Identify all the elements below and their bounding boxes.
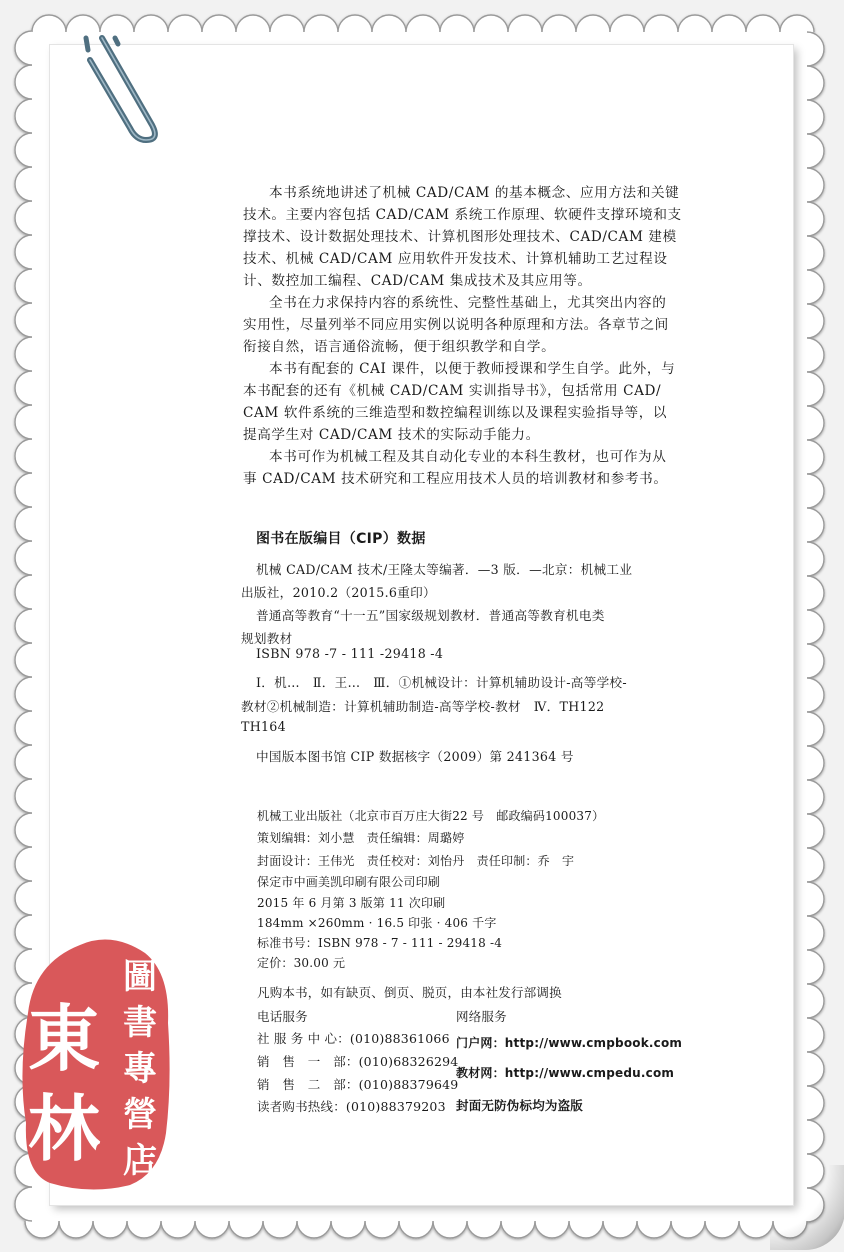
desc-line: 衔接自然，语言通俗流畅，便于组织教学和自学。 xyxy=(243,339,556,355)
phone-line: 读者购书热线：(010)88379203 xyxy=(257,1099,446,1114)
desc-line: 本书配套的还有《机械 CAD/CAM 实训指导书》，包括常用 CAD/ xyxy=(243,383,662,399)
desc-line: 技术、机械 CAD/CAM 应用软件开发技术、计算机辅助工艺过程设 xyxy=(243,251,668,267)
cip-heading: 图书在版编目（CIP）数据 xyxy=(256,531,426,547)
desc-line: 提高学生对 CAD/CAM 技术的实际动手能力。 xyxy=(243,427,540,443)
seal-stamp xyxy=(20,933,170,1191)
stamp-char-small: 書 xyxy=(123,1003,157,1043)
cip-line: Ⅰ．机… Ⅱ．王… Ⅲ．①机械设计：计算机辅助设计-高等学校- xyxy=(256,675,627,690)
desc-line: 事 CAD/CAM 技术研究和工程应用技术人员的培训教材和参考书。 xyxy=(243,471,668,487)
editors-line: 策划编辑：刘小慧 责任编辑：周璐婷 xyxy=(257,831,465,845)
publisher-line: 机械工业出版社（北京市百万庄大街22 号 邮政编码100037） xyxy=(257,809,605,823)
desc-line: 全书在力求保持内容的系统性、完整性基础上，尤其突出内容的 xyxy=(269,295,667,311)
web-service-heading: 网络服务 xyxy=(456,1009,507,1024)
stamp-char-large: 林 xyxy=(28,1087,101,1171)
desc-line: 本书有配套的 CAI 课件，以便于教师授课和学生自学。此外，与 xyxy=(269,361,676,377)
stamp-char-large: 東 xyxy=(28,997,101,1081)
desc-line: 撑技术、设计数据处理技术、计算机图形处理技术、CAD/CAM 建模 xyxy=(243,229,677,245)
desc-line: 本书系统地讲述了机械 CAD/CAM 的基本概念、应用方法和关键 xyxy=(269,185,680,201)
desc-line: 本书可作为机械工程及其自动化专业的本科生教材，也可作为从 xyxy=(269,449,667,465)
portal-url[interactable]: 门户网：http://www.cmpbook.com xyxy=(456,1036,683,1050)
cip-line: 普通高等教育“十一五”国家级规划教材．普通高等教育机电类 xyxy=(256,608,605,623)
stamp-char-small: 專 xyxy=(123,1049,157,1089)
desc-line: 实用性，尽量列举不同应用实例以说明各种原理和方法。各章节之间 xyxy=(243,317,669,333)
phone-service-heading: 电话服务 xyxy=(257,1009,308,1024)
cip-line: 出版社，2010.2（2015.6重印） xyxy=(241,585,436,600)
phone-line: 销 售 一 部：(010)68326294 xyxy=(257,1054,459,1069)
format-line: 184mm ×260mm · 16.5 印张 · 406 千字 xyxy=(257,916,497,930)
price-line: 定价：30.00 元 xyxy=(257,956,346,970)
page-curl-shadow xyxy=(770,1165,844,1250)
phone-line: 社 服 务 中 心：(010)88361066 xyxy=(257,1031,450,1046)
paperclip-icon xyxy=(60,30,170,145)
anti-piracy-notice: 封面无防伪标均为盗版 xyxy=(456,1098,584,1113)
cip-line: 教材②机械制造：计算机辅助制造-高等学校-教材 Ⅳ．TH122 xyxy=(241,699,605,714)
design-line: 封面设计：王伟光 责任校对：刘怡丹 责任印制：乔 宇 xyxy=(257,854,575,868)
cip-line: 规划教材 xyxy=(241,631,293,646)
cip-isbn: ISBN 978 -7 - 111 -29418 -4 xyxy=(256,646,444,661)
cip-line: TH164 xyxy=(241,719,286,734)
edition-line: 2015 年 6 月第 3 版第 11 次印刷 xyxy=(257,896,446,910)
desc-line: 技术。主要内容包括 CAD/CAM 系统工作原理、软硬件支撑环境和支 xyxy=(243,207,682,223)
textbook-url[interactable]: 教材网：http://www.cmpedu.com xyxy=(456,1066,675,1080)
printer-line: 保定市中画美凯印刷有限公司印刷 xyxy=(257,875,441,889)
isbn-line: 标准书号：ISBN 978 - 7 - 111 - 29418 -4 xyxy=(257,936,503,950)
cip-line: 机械 CAD/CAM 技术/王隆太等编著．—3 版．—北京：机械工业 xyxy=(256,562,633,577)
exchange-notice: 凡购本书，如有缺页、倒页、脱页，由本社发行部调换 xyxy=(257,985,562,1000)
stamp-char-small: 圖 xyxy=(123,957,157,997)
cip-record-number: 中国版本图书馆 CIP 数据核字（2009）第 241364 号 xyxy=(256,749,574,764)
desc-line: 计、数控加工编程、CAD/CAM 集成技术及其应用等。 xyxy=(243,273,592,289)
desc-line: CAM 软件系统的三维造型和数控编程训练以及课程实验指导等，以 xyxy=(243,405,668,421)
stamp-char-small: 店 xyxy=(123,1141,157,1181)
phone-line: 销 售 二 部：(010)88379649 xyxy=(257,1077,459,1092)
stamp-char-small: 營 xyxy=(123,1095,157,1135)
